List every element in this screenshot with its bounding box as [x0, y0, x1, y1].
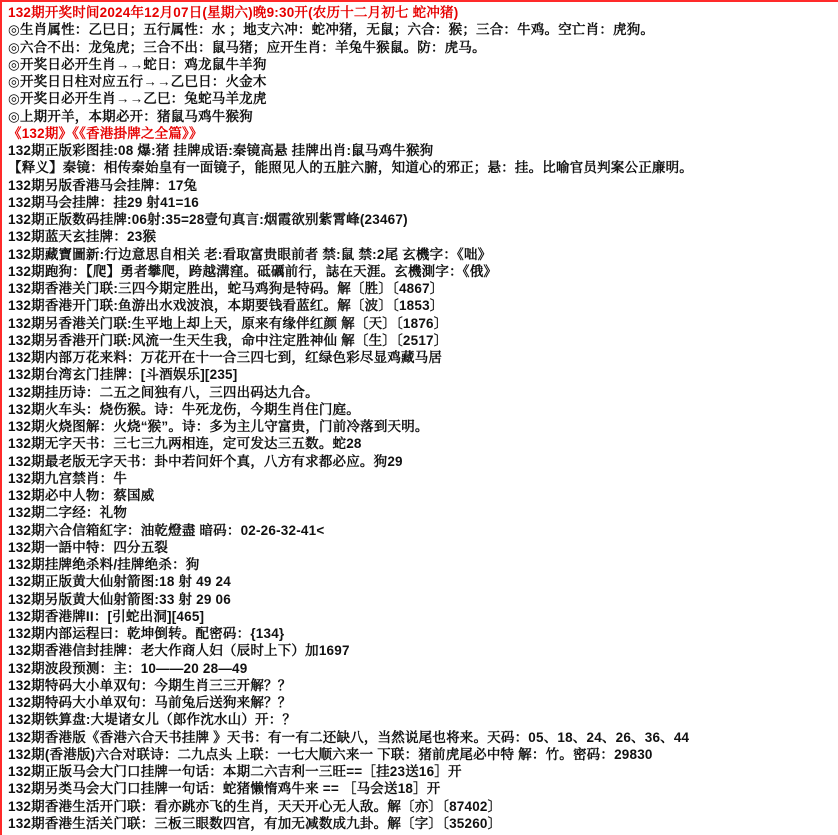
text-line: 132期香港生活开门联：看亦跳亦飞的生肖，天天开心无人敌。解〔亦〕〔87402〕 — [8, 798, 502, 814]
text-line: 132期二字经：礼物 — [8, 505, 128, 521]
text-line: 132期香港关门联:三四今期定胜出，蛇马鸡狗是特码。解〔胜〕〔4867〕 — [8, 281, 444, 296]
text-line: 132期一語中特：四分五裂 — [8, 539, 169, 555]
text-line: 132期香港牌II：[引蛇出洞][465] — [8, 608, 205, 624]
text-line: 132期另版黄大仙射箭图:33 射 29 06 — [8, 591, 231, 607]
content-lines — [8, 4, 836, 832]
text-line: ◎开奖日日柱对应五行→→乙巳日：火金木 — [8, 74, 267, 89]
text-line: 132期蓝天玄挂牌：23猴 — [8, 229, 157, 245]
text-line: 132期香港生活关门联：三板三眼数四宫，有加无减数成九卦。解〔字〕〔35260〕 — [8, 815, 502, 831]
text-line: ◎生肖属性：乙巳日；五行属性：水 ；地支六冲：蛇冲猪，无鼠；六合：猴；三合：牛鸡。空亡肖：虎狗。 — [8, 22, 655, 38]
text-line: ◎开奖日必开生肖→→乙巳：兔蛇马羊龙虎 — [8, 91, 267, 107]
text-line: 132期(香港版)六合对联诗：二九点头 上联：一七大顺六来一 下联：猪前虎尾必中特 解：竹。密码：29830 — [8, 746, 653, 762]
text-line: 【释义】秦镜：相传秦始皇有一面镜子，能照见人的五脏六腑，知道心的邪正；悬：挂。比喻官员判案公正廉明。 — [8, 160, 693, 176]
text-line: 132期波段预测：主：10——20 28—49 — [8, 660, 248, 676]
text-line: 132期无字天书：三七三九两相连，定可发达三五数。蛇28 — [8, 436, 362, 452]
text-line: 132期九宫禁肖：牛 — [8, 470, 128, 486]
text-line: 132期正版彩图挂:08 爆:猪 挂牌成语:秦镜高悬 挂牌出肖:鼠马鸡牛猴狗 — [8, 143, 434, 158]
text-line: 132期火烧图解：火烧“猴”。诗：多为主儿守富贵，门前冷落到天明。 — [8, 419, 429, 434]
text-line: 132期藏寶圖新:行边意思自相关 老:看取富贵眼前者 禁:鼠 禁:2尾 玄機字：《咄》 — [8, 246, 492, 262]
text-line: 132期内部运程曰：乾坤倒转。配密码：{134} — [8, 626, 285, 641]
text-line: 132期另版香港马会挂牌：17兔 — [8, 177, 198, 193]
text-line: 132期正版黄大仙射箭图:18 射 49 24 — [8, 574, 231, 590]
text-line: 132期挂历诗：二五之间独有八，三四出码达九合。 — [8, 384, 319, 400]
text-line: 132期最老版无字天书：卦中若问奸个真，八方有求都必应。狗29 — [8, 453, 403, 469]
text-line: 132期马会挂牌：挂29 射41=16 — [8, 194, 200, 210]
text-line: 132期另香港关门联:生平地上却上天，原来有缘伴红颜 解〔天〕〔1876〕 — [8, 315, 448, 331]
text-line: ◎六合不出：龙兔虎；三合不出：鼠马猪；应开生肖：羊兔牛猴鼠。防：虎马。 — [8, 39, 486, 55]
text-line: 132期香港开门联:鱼游出水戏波浪，本期要钱看蓝红。解〔波〕〔1853〕 — [8, 298, 444, 314]
text-line: 132期特码大小单双句：马前兔后送狗来解？？ — [8, 695, 292, 710]
text-line: 132期正版数码挂牌:06射:35=28壹句真言:烟霞欲别紫霄峰(23467) — [8, 212, 408, 227]
header-line: 132期开奖时间2024年12月07日(星期六)晚9:30开(农历十二月初七 蛇冲猪) — [8, 5, 459, 20]
text-line: 132期六合信箱紅字：油乾燈盡 暗码：02-26-32-41< — [8, 522, 325, 538]
text-line: 132期铁算盘:大堤诸女儿（郎作沈水山）开：？ — [8, 712, 297, 728]
text-line: 132期特码大小单双句：今期生肖三三开解？？ — [8, 677, 292, 693]
text-line: 132期另香港开门联:风流一生天生我，命中注定胜神仙 解〔生〕〔2517〕 — [8, 332, 448, 348]
text-line: ◎开奖日必开生肖→→蛇日：鸡龙鼠牛羊狗 — [8, 56, 267, 72]
text-line: 132期另类马会大门口挂牌一句话：蛇猪懒惰鸡牛来 == ［马会送18］开 — [8, 781, 441, 797]
text-line: 132期内部万花来料：万花开在十一合三四七到，红绿色彩尽显鸡藏马居 — [8, 350, 443, 365]
text-line: 132期香港版《香港六合天书挂牌 》天书：有一有二还缺八，当然说尾也将来。天码：05、18、24、26、36、44 — [8, 729, 690, 745]
text-line: ◎上期开羊，本期必开：猪鼠马鸡牛猴狗 — [8, 108, 253, 124]
header-line: 《132期》《《香港掛牌之全篇》》 — [8, 125, 203, 141]
text-line: 132期正版马会大门口挂牌一句话：本期二六吉利一三旺==［挂23送16］开 — [8, 764, 462, 779]
text-line: 132期挂牌绝杀料/挂牌绝杀：狗 — [8, 557, 200, 572]
text-line: 132期跑狗：【爬】勇者攀爬，跨越溝窪。砥礪前行，誌在天涯。玄機測字：《俄》 — [8, 263, 498, 279]
text-line: 132期火车头：烧伤猴。诗：牛死龙伤，今期生肖住门庭。 — [8, 401, 360, 417]
text-line: 132期香港信封挂牌：老大作商人妇（辰时上下）加1697 — [8, 643, 350, 659]
text-line: 132期台湾玄门挂牌：[斗酒娱乐][235] — [8, 367, 238, 383]
text-line: 132期必中人物：蔡国威 — [8, 488, 155, 503]
